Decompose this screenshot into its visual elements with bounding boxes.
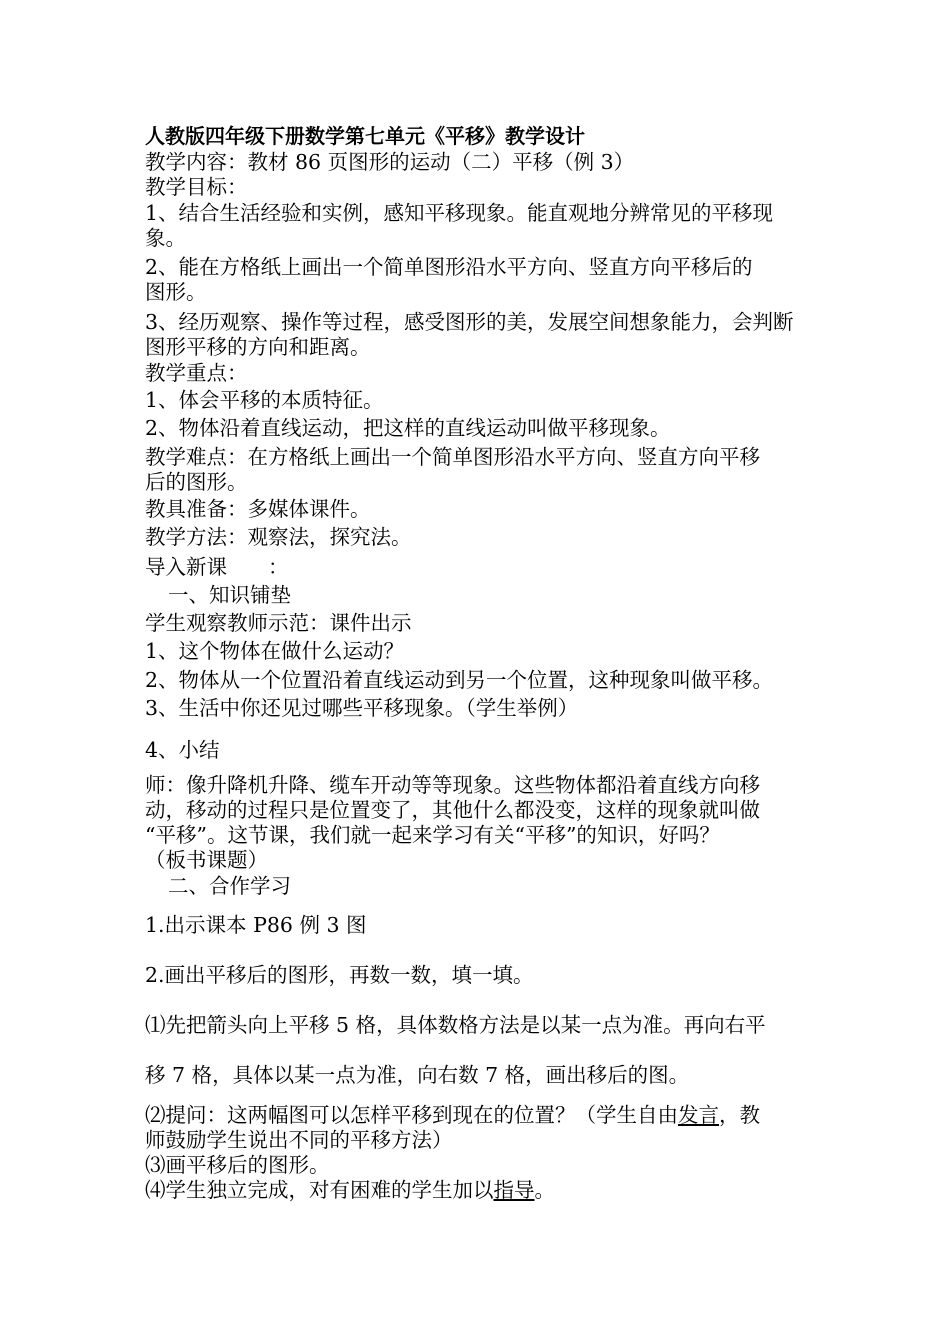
text-line: 3、生活中你还见过哪些平移现象。（学生举例） — [145, 696, 579, 720]
text-line: 图形平移的方向和距离。 — [145, 335, 371, 359]
text-line-q2 — [145, 1103, 760, 1127]
text-line: 教学方法：观察法，探究法。 — [145, 525, 412, 549]
text-line: 教学目标： — [145, 175, 248, 199]
q2-suffix: ，教 — [719, 1103, 760, 1127]
q4-underlined-word: 指导 — [493, 1178, 535, 1202]
text-line: 1、体会平移的本质特征。 — [145, 388, 384, 412]
section-heading: 一、知识铺垫 — [168, 583, 291, 607]
text-line: 师鼓励学生说出不同的平移方法） — [145, 1128, 453, 1152]
text-line: 1、这个物体在做什么运动？ — [145, 639, 405, 663]
text-line: 移 7 格，具体以某一点为准，向右数 7 格，画出移后的图。 — [145, 1063, 690, 1087]
text-line: 教学难点：在方格纸上画出一个简单图形沿水平方向、竖直方向平移 — [145, 445, 760, 469]
text-line: 图形。 — [145, 280, 207, 304]
text-line-q4 — [145, 1178, 555, 1202]
q4-suffix: 。 — [534, 1178, 555, 1202]
text-line: 3、经历观察、操作等过程，感受图形的美，发展空间想象能力，会判断 — [145, 310, 794, 334]
text-line: 2、物体从一个位置沿着直线运动到另一个位置，这种现象叫做平移。 — [145, 668, 774, 692]
q4-prefix: ⑷学生独立完成，对有困难的学生加以 — [145, 1178, 494, 1202]
text-line: 教具准备：多媒体课件。 — [145, 497, 371, 521]
text-line: ⑴先把箭头向上平移 5 格，具体数格方法是以某一点为准。再向右平 — [145, 1013, 766, 1037]
document-title: 人教版四年级下册数学第七单元《平移》教学设计 — [145, 124, 585, 148]
text-line: “平移”。这节课，我们就一起来学习有关“平移”的知识，好吗？ — [145, 823, 720, 847]
text-line: 2、能在方格纸上画出一个简单图形沿水平方向、竖直方向平移后的 — [145, 255, 753, 279]
text-line: ⑶画平移后的图形。 — [145, 1153, 330, 1177]
text-line: 教学内容：教材 86 页图形的运动（二）平移（例 3） — [145, 150, 635, 174]
text-line: 1.出示课本 P86 例 3 图 — [145, 913, 367, 937]
text-line: 4、小结 — [145, 738, 220, 762]
text-line: 2.画出平移后的图形，再数一数，填一填。 — [145, 963, 534, 987]
text-line: 教学重点： — [145, 361, 248, 385]
section-heading: 二、合作学习 — [168, 874, 291, 898]
text-line: 2、物体沿着直线运动，把这样的直线运动叫做平移现象。 — [145, 416, 671, 440]
text-line: 学生观察教师示范：课件出示 — [145, 611, 412, 635]
text-line: 后的图形。 — [145, 470, 248, 494]
text-line: （板书课题） — [145, 848, 268, 872]
text-line: 象。 — [145, 226, 186, 250]
text-line: 师：像升降机升降、缆车开动等等现象。这些物体都沿着直线方向移 — [145, 773, 760, 797]
text-line: 动，移动的过程只是位置变了，其他什么都没变，这样的现象就叫做 — [145, 798, 760, 822]
text-line: 导入新课 ： — [145, 555, 289, 579]
q2-underlined-word: 发言 — [678, 1103, 719, 1127]
text-line: 1、结合生活经验和实例，感知平移现象。能直观地分辨常见的平移现 — [145, 201, 774, 225]
q2-prefix: ⑵提问：这两幅图可以怎样平移到现在的位置？（学生自由 — [145, 1103, 678, 1127]
